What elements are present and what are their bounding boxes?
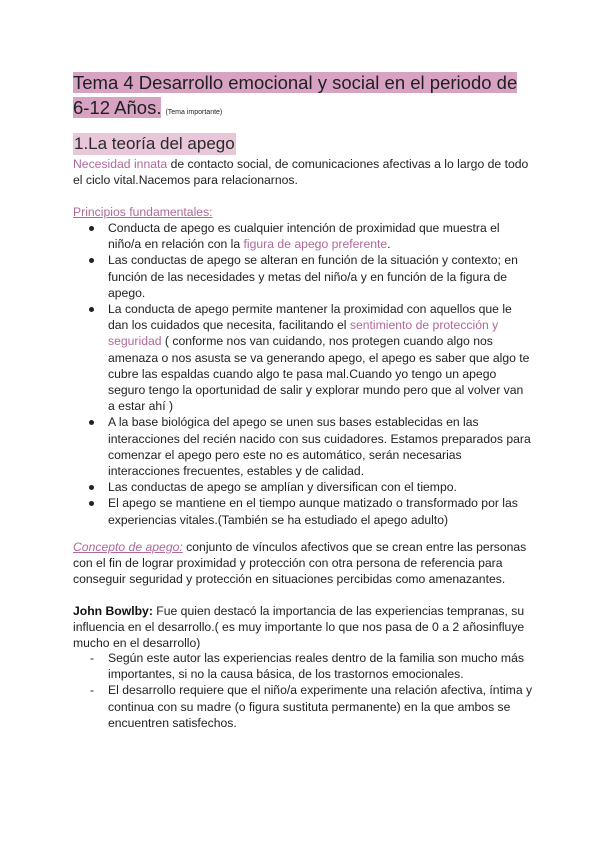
- list-item-text: Las conductas de apego se amplían y diversifican con el tiempo.: [108, 480, 457, 495]
- concept-text: conjunto de vínculos afectivos que se crean entre las personas con el fin de lograr proximidad y protección con otra persona de referencia para conseguir seguridad y protección en situaciones percibidas como amenazantes.: [73, 540, 527, 587]
- list-item-text: Según este autor las experiencias reales dentro de la familia son mucho más importantes, si no la causa básica, de los trastornos emocionales.: [108, 651, 524, 682]
- list-item-text: El apego se mantiene en el tiempo aunque matizado o transformado por las experiencias vitales.(También se ha estudiado el apego adulto): [108, 496, 518, 527]
- list-item-text: La conducta de apego permite mantener la proximidad con aquellos que le dan los cuidados que necesita, facilitando el: [108, 302, 512, 333]
- bullet-icon: [89, 501, 94, 506]
- bowlby-list: [73, 650, 533, 731]
- principles-label: Principios fundamentales:: [73, 205, 213, 219]
- list-item-highlight: figura de apego preferente: [243, 237, 388, 252]
- bullet-icon: [89, 226, 94, 231]
- intro-text: de contacto social, de comunicaciones afectivas a lo largo de todo el ciclo vital.Nacemos para relacionarnos.: [73, 157, 529, 188]
- list-item: [73, 414, 533, 479]
- bullet-icon: [89, 307, 94, 312]
- title-note: (Tema importante): [165, 109, 223, 116]
- list-item: [73, 650, 533, 682]
- concept-label: Concepto de apego:: [73, 540, 183, 554]
- intro-paragraph: [73, 156, 533, 188]
- list-item-text: Conducta de apego es cualquier intención de proximidad que muestra el niño/a en relación con la: [108, 221, 500, 252]
- list-item: [73, 301, 533, 414]
- list-item-text: A la base biológica del apego se unen sus bases establecidas en las interacciones del recién nacido con sus cuidadores. Estamos preparados para comenzar el apego pero este no es automático, serán necesarias interacciones frecuentes, estables y de calidad.: [108, 415, 531, 479]
- list-item-text-end: ( conforme nos van cuidando, nos protegen cuando algo nos amenaza o nos asusta se va generando apego, el apego es saber que algo te cubre las espaldas cuando algo te pasa mal.Cuando yo tengo un apego seguro tengo la oportunidad de salir y explorar mundo pero que al volver van a estar ahí ): [108, 334, 530, 414]
- concept-paragraph: [73, 539, 533, 588]
- document-title: [73, 70, 518, 125]
- title-text: Tema 4 Desarrollo emocional y social en el periodo de 6-12 Años.: [73, 72, 518, 118]
- list-item-text: El desarrollo requiere que el niño/a experimente una relación afectiva, íntima y continua con su madre (o figura sustituta permanente) en la que ambos se encuentren satisfechos.: [108, 683, 533, 730]
- dash-icon: -: [90, 651, 95, 665]
- bullet-icon: [89, 485, 94, 490]
- list-item: [73, 252, 533, 301]
- list-item-text: Las conductas de apego se alteran en función de la situación y contexto; en función de las necesidades y metas del niño/a y en función de la figura de apego.: [108, 253, 518, 300]
- list-item: [73, 682, 533, 731]
- intro-highlight: Necesidad innata: [73, 157, 168, 171]
- bowlby-name: John Bowlby:: [73, 604, 153, 618]
- bullet-icon: [89, 420, 94, 425]
- list-item: [73, 495, 533, 527]
- bullet-icon: [89, 258, 94, 263]
- principles-list: [73, 220, 533, 528]
- bowlby-paragraph: [73, 603, 533, 652]
- principles-label-line: [73, 204, 533, 220]
- list-item-text-end: .: [387, 237, 391, 252]
- list-item-highlight: sentimiento de protección y seguridad: [108, 318, 499, 349]
- dash-icon: -: [90, 683, 95, 698]
- list-item: [73, 479, 533, 495]
- section-heading: 1.La teoría del apego: [74, 134, 235, 153]
- bowlby-text: Fue quien destacó la importancia de las experiencias tempranas, su influencia en el desarrollo.( es muy importante lo que nos pasa de 0 a 2 añosinfluye mucho en el desarrollo): [73, 604, 525, 651]
- list-item: [73, 220, 533, 252]
